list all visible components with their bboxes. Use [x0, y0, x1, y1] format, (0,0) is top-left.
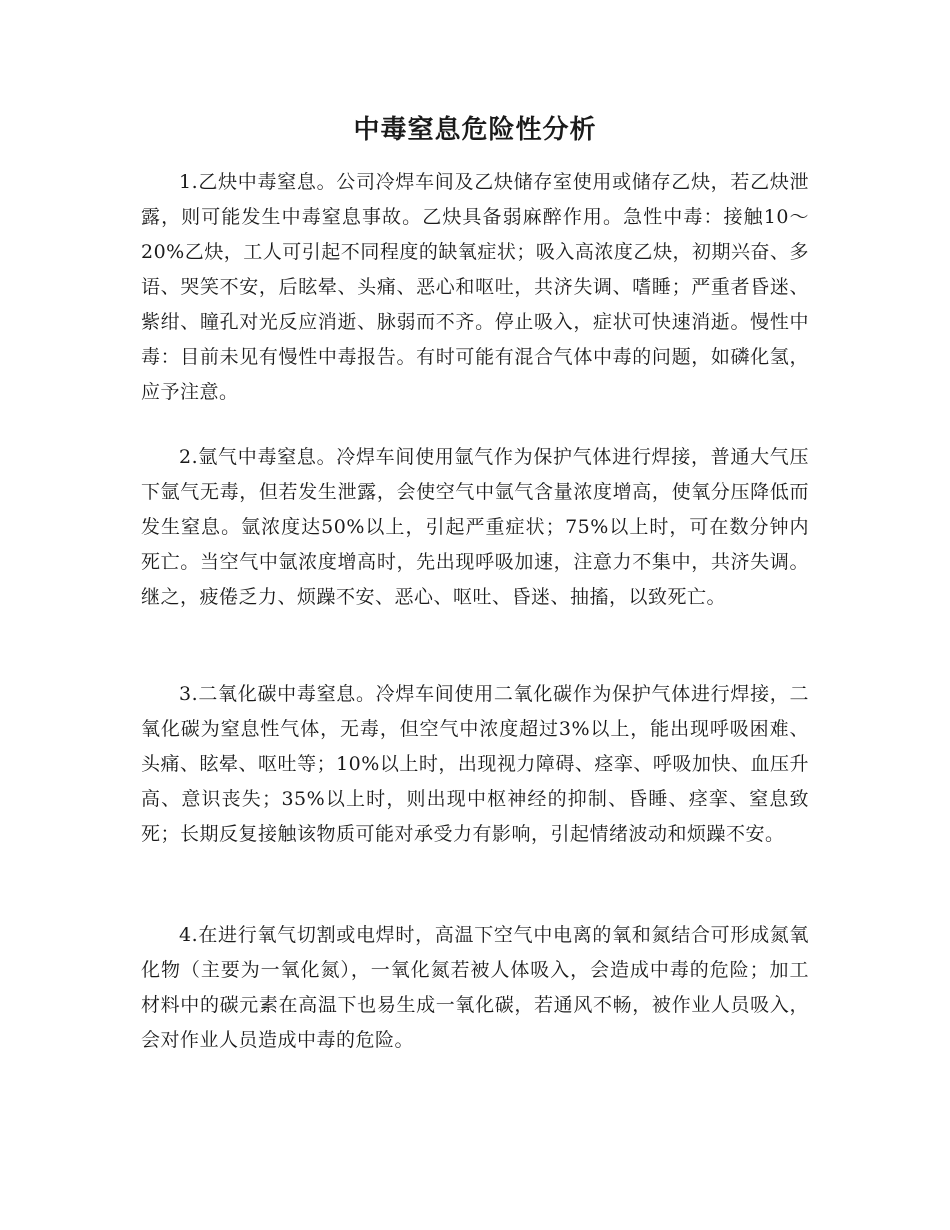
- paragraph-nitrogen-oxides: 4.在进行氧气切割或电焊时，高温下空气中电离的氧和氮结合可形成氮氧化物（主要为一氧化氮），一氧化氮若被人体吸入，会造成中毒的危险；加工材料中的碳元素在高温下也易生成一氧化碳，若通风不畅，被作业人员吸入，会对作业人员造成中毒的危险。: [141, 924, 809, 1051]
- paragraph-acetylene: 1.乙炔中毒窒息。公司冷焊车间及乙炔储存室使用或储存乙炔，若乙炔泄露，则可能发生中毒窒息事故。乙炔具备弱麻醉作用。急性中毒：接触10～20%乙炔，工人可引起不同程度的缺氧症状；吸入高浓度乙炔，初期兴奋、多语、哭笑不安，后眩晕、头痛、恶心和呕吐，共济失调、嗜睡；严重者昏迷、紫绀、瞳孔对光反应消逝、脉弱而不齐。停止吸入，症状可快速消逝。慢性中毒：目前未见有慢性中毒报告。有时可能有混合气体中毒的问题，如磷化氢，应予注意。: [141, 171, 809, 403]
- paragraph-argon: 2.氩气中毒窒息。冷焊车间使用氩气作为保护气体进行焊接，普通大气压下氩气无毒，但若发生泄露，会使空气中氩气含量浓度增高，使氧分压降低而发生窒息。氩浓度达50%以上，引起严重症状；75%以上时，可在数分钟内死亡。当空气中氩浓度增高时，先出现呼吸加速，注意力不集中，共济失调。继之，疲倦乏力、烦躁不安、恶心、呕吐、昏迷、抽搐，以致死亡。: [141, 446, 809, 608]
- paragraph-carbon-dioxide: 3.二氧化碳中毒窒息。冷焊车间使用二氧化碳作为保护气体进行焊接，二氧化碳为窒息性气体，无毒，但空气中浓度超过3%以上，能出现呼吸困难、头痛、眩晕、呕吐等；10%以上时，出现视力障碍、痉挛、呼吸加快、血压升高、意识丧失；35%以上时，则出现中枢神经的抑制、昏睡、痉挛、窒息致死；长期反复接触该物质可能对承受力有影响，引起情绪波动和烦躁不安。: [141, 683, 809, 845]
- document-title: 中毒窒息危险性分析: [353, 115, 597, 145]
